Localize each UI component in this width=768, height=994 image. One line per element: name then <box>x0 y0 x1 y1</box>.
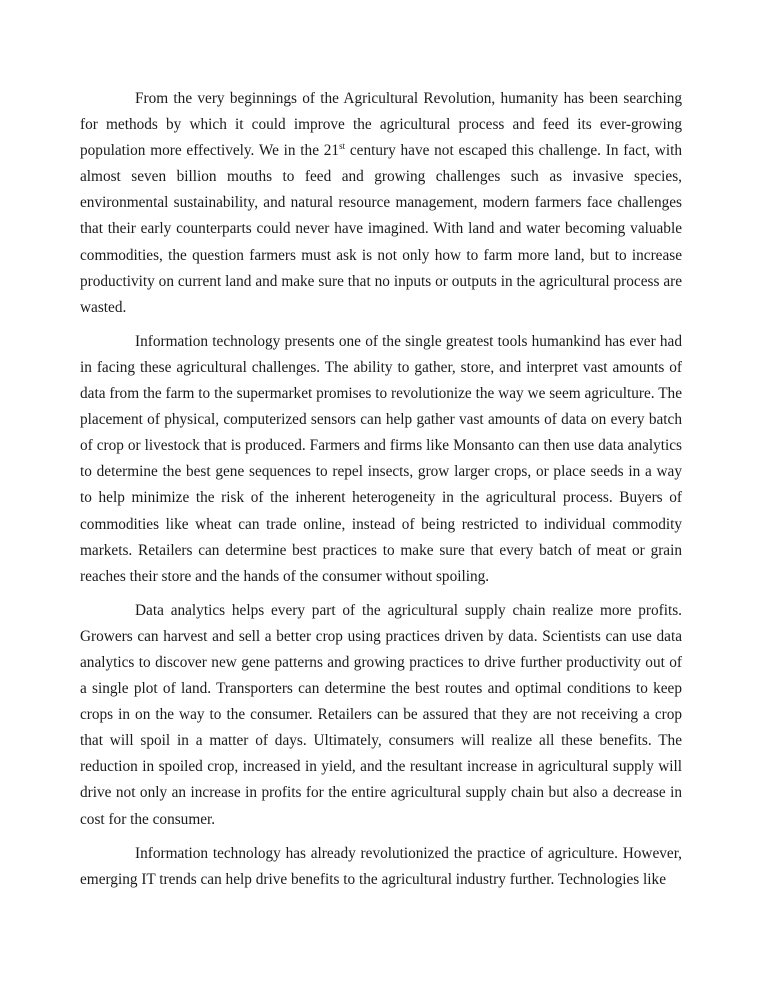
paragraph-1-text-end: century have not escaped this challenge. In fact, with almost seven billion mouths to feed and growing challenges such as invasive species, environmental sustainability, and natural resource management, modern farmers face challenges that their early counterparts could never have imagined. With land and water becoming valuable commodities, the question farmers must ask is not only how to farm more land, but to increase productivity on current land and make sure that no inputs or outputs in the agricultural process are wasted. <box>80 142 682 316</box>
ordinal-suffix: st <box>339 141 346 152</box>
paragraph-2: Information technology presents one of the single greatest tools humankind has ever had in facing these agricultural challenges. The ability to gather, store, and interpret vast amounts of data from the farm to the supermarket promises to revolutionize the way we seem agriculture. The placement of physical, computerized sensors can help gather vast amounts of data on every batch of crop or livestock that is produced. Farmers and firms like Monsanto can then use data analytics to determine the best gene sequences to repel insects, grow larger crops, or place seeds in a way to help minimize the risk of the inherent heterogeneity in the agricultural process. Buyers of commodities like wheat can trade online, instead of being restricted to individual commodity markets. Retailers can determine best practices to make sure that every batch of meat or grain reaches their store and the hands of the consumer without spoiling. <box>80 332 682 585</box>
document-body <box>80 86 682 901</box>
paragraph-1-text-start: From the very beginnings of the Agricultural Revolution, humanity has been searching for methods by which it could improve the agricultural process and feed its ever-growing population more effectively. We in the 21 <box>80 90 682 160</box>
paragraph-4: Information technology has already revolutionized the practice of agriculture. However, emerging IT trends can help drive benefits to the agricultural industry further. Technologies like <box>80 844 682 888</box>
paragraph-3: Data analytics helps every part of the agricultural supply chain realize more profits. Growers can harvest and sell a better crop using practices driven by data. Scientists can use data analytics to discover new gene patterns and growing practices to drive further productivity out of a single plot of land. Transporters can determine the best routes and optimal conditions to keep crops in on the way to the consumer. Retailers can be assured that they are not receiving a crop that will spoil in a matter of days. Ultimately, consumers will realize all these benefits. The reduction in spoiled crop, increased in yield, and the resultant increase in agricultural supply will drive not only an increase in profits for the entire agricultural supply chain but also a decrease in cost for the consumer. <box>80 601 682 828</box>
paragraph-1 <box>80 86 682 321</box>
